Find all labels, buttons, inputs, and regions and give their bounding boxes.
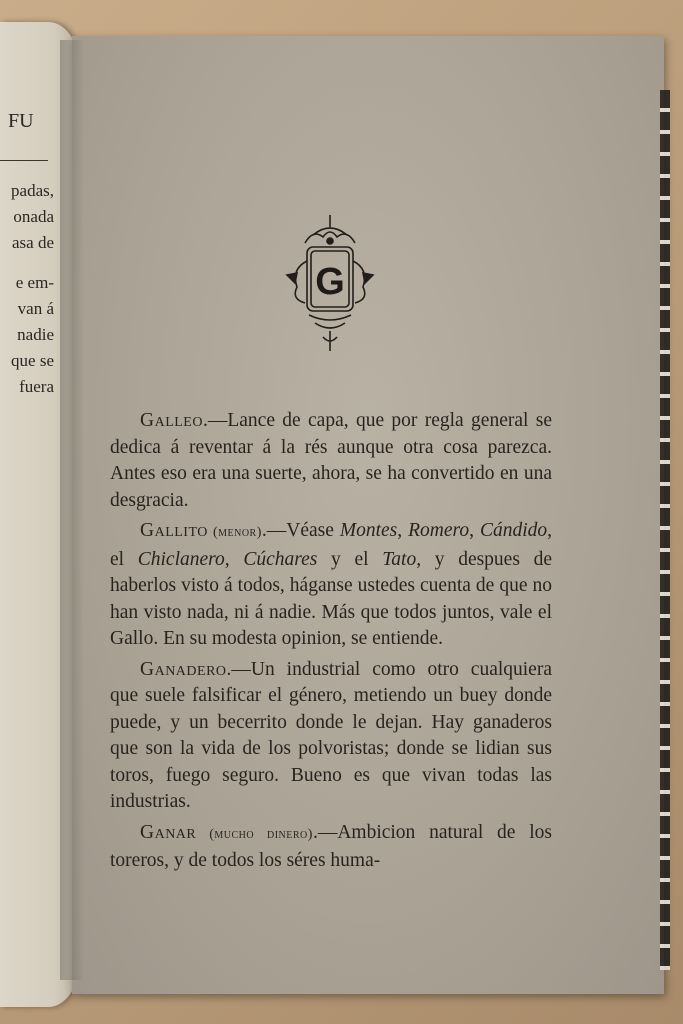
header-rule <box>0 160 48 161</box>
entry-gallito <box>110 518 552 653</box>
entry-note: (menor) <box>207 525 262 540</box>
entry-term: Galleo <box>140 410 203 431</box>
previous-page-line: nadie <box>17 325 54 344</box>
previous-page-header: FU <box>8 110 34 132</box>
book-spine-shadow <box>60 40 84 980</box>
entry-definition: , el <box>110 520 552 570</box>
previous-page-line: padas, <box>11 181 54 200</box>
entry-definition: y el <box>317 548 383 570</box>
previous-page-line: onada <box>13 207 54 226</box>
previous-page-line: e em- <box>15 273 54 292</box>
entry-term: Ganadero <box>140 658 227 680</box>
previous-page-line: van á <box>17 299 54 318</box>
entry-ganar <box>110 820 552 875</box>
torero-name: Chiclanero <box>137 548 225 570</box>
ornamental-initial <box>283 213 377 355</box>
torero-name: Cúchares <box>243 548 318 570</box>
previous-page-text <box>11 178 54 400</box>
entry-definition: , <box>469 520 480 541</box>
page-edge-stack <box>660 90 670 970</box>
entry-definition: .—Ambicion natural de los toreros, y de todos los séres huma- <box>110 821 552 871</box>
torero-name: Romero <box>408 520 470 541</box>
entry-definition: .—Lance de capa, que por regla general se dedica á reventar á la rés aunque otra cosa parezca. Antes eso era una suerte, ahora, se ha convertido en una desgracia. <box>110 410 552 511</box>
entry-galleo <box>110 408 552 514</box>
entry-definition: , y despues de haberlos visto á todos, háganse ustedes cuenta de que no han visto nada, ni á nadie. Más que todos juntos, vale el Gallo. En su modesta opinion, se entiende. <box>110 548 553 649</box>
previous-page-line: que se <box>11 351 54 370</box>
previous-page-line: fuera <box>19 377 54 396</box>
entry-definition: .—Véase <box>261 520 340 541</box>
dictionary-entries <box>110 408 552 879</box>
torero-name: Montes <box>339 520 398 541</box>
torero-name: Cándido <box>479 520 548 541</box>
entry-term: Ganar <box>140 821 197 843</box>
previous-page-line: asa de <box>11 233 54 252</box>
initial-letter: G <box>315 261 345 303</box>
entry-ganadero <box>110 657 552 816</box>
torero-name: Tato <box>382 548 417 570</box>
entry-definition: , <box>397 520 409 541</box>
entry-term: Gallito <box>140 520 208 541</box>
entry-note: (mucho dinero) <box>196 826 313 842</box>
entry-definition: .—Un industrial como otro cualquiera que suele falsificar el género, metiendo un buey donde puede, y un becerrito donde le dejan. Hay ganaderos que son la vida de los polvoristas; donde se lidian sus toros, fuego seguro. Bueno es que vivan todas las industrias. <box>110 658 552 812</box>
entry-definition: , <box>224 548 244 570</box>
